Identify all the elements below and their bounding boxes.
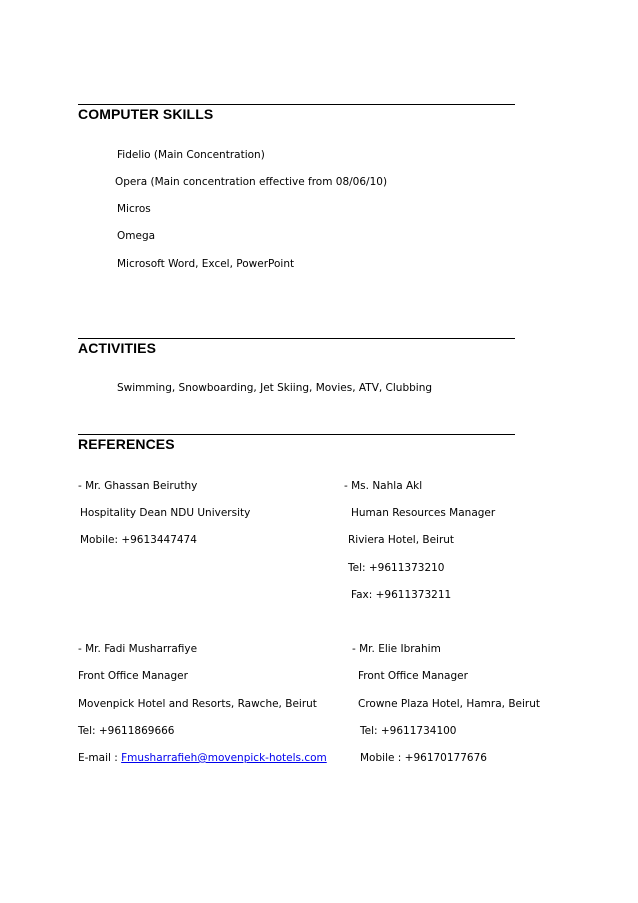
reference-tel: Tel: +9611734100	[360, 725, 457, 737]
reference-mobile: Mobile : +96170177676	[360, 752, 487, 764]
reference-name: - Mr. Elie Ibrahim	[352, 643, 441, 655]
activities-heading: ACTIVITIES	[78, 340, 157, 356]
reference-title: Human Resources Manager	[351, 507, 496, 519]
references-heading: REFERENCES	[78, 436, 175, 452]
reference-fax: Fax: +9611373211	[351, 589, 452, 601]
reference-title: Front Office Manager	[358, 670, 468, 682]
reference-company: Riviera Hotel, Beirut	[348, 534, 455, 546]
activities-text: Swimming, Snowboarding, Jet Skiing, Movies, ATV, Clubbing	[117, 382, 433, 394]
reference-title: Hospitality Dean NDU University	[80, 507, 251, 519]
email-link[interactable]: Fmusharrafieh@movenpick-hotels.com	[121, 752, 327, 764]
reference-company: Crowne Plaza Hotel, Hamra, Beirut	[358, 698, 540, 710]
reference-company: Movenpick Hotel and Resorts, Rawche, Beirut	[78, 698, 317, 710]
reference-tel: Tel: +9611373210	[348, 562, 445, 574]
skill-item: Microsoft Word, Excel, PowerPoint	[117, 258, 295, 270]
skill-item: Micros	[117, 203, 151, 215]
reference-email-row	[78, 752, 327, 764]
reference-name: - Mr. Fadi Musharrafiye	[78, 643, 198, 655]
computer-skills-heading: COMPUTER SKILLS	[78, 106, 214, 122]
section-divider	[78, 338, 515, 339]
email-label: E-mail :	[78, 752, 122, 764]
reference-name: - Mr. Ghassan Beiruthy	[78, 480, 198, 492]
section-divider	[78, 434, 515, 435]
reference-name: - Ms. Nahla Akl	[344, 480, 423, 492]
skill-item: Fidelio (Main Concentration)	[117, 149, 265, 161]
skill-item: Opera (Main concentration effective from 08/06/10)	[115, 176, 388, 188]
skill-item: Omega	[117, 230, 156, 242]
reference-tel: Tel: +9611869666	[78, 725, 175, 737]
section-divider	[78, 104, 515, 105]
reference-title: Front Office Manager	[78, 670, 188, 682]
reference-mobile: Mobile: +9613447474	[80, 534, 197, 546]
